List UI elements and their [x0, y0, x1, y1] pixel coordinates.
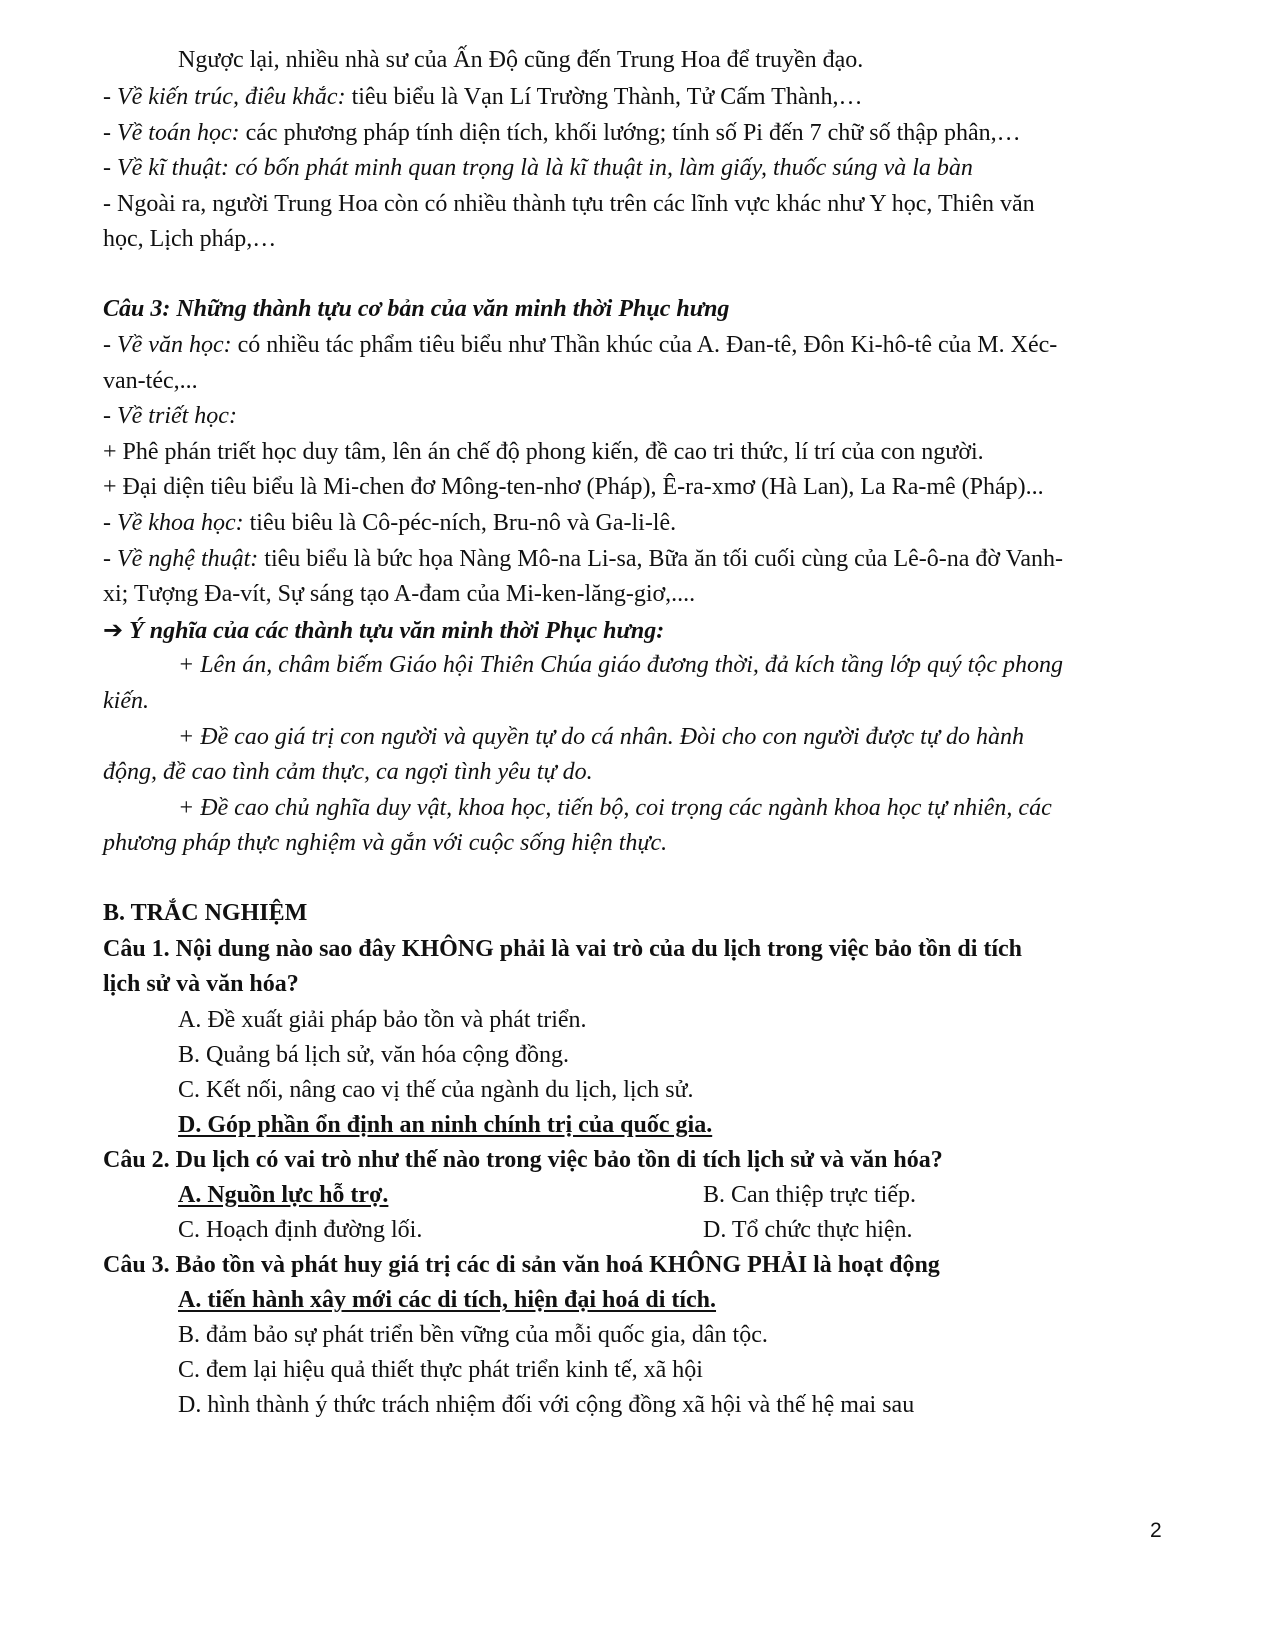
- science-label: - Về khoa học:: [103, 510, 244, 536]
- quiz-heading: B. TRẮC NGHIỆM: [103, 900, 308, 926]
- q3-literature-line-1: [103, 330, 1057, 360]
- science-text: tiêu biêu là Cô-péc-ních, Bru-nô và Ga-li-lê.: [243, 510, 677, 536]
- math-text: các phương pháp tính diện tích, khối lướng; tính số Pi đến 7 chữ số thập phân,…: [239, 120, 1021, 146]
- china-architecture-line: [103, 82, 862, 112]
- quiz-q1-option-b: B. Quảng bá lịch sử, văn hóa cộng đồng.: [178, 1042, 569, 1068]
- quiz-q1-option-d-answer: D. Góp phần ổn định an ninh chính trị của quốc gia.: [178, 1112, 713, 1138]
- architecture-text: tiêu biểu là Vạn Lí Trường Thành, Tử Cấm Thành,…: [345, 84, 863, 110]
- q3-philosophy-line-2: + Đại diện tiêu biểu là Mi-chen đơ Mông-ten-nhơ (Pháp), Ê-ra-xmơ (Hà Lan), La Ra-mê (Pháp)...: [103, 474, 1044, 500]
- page-number: 2: [1150, 1519, 1162, 1542]
- china-other-line-1: - Ngoài ra, người Trung Hoa còn có nhiều thành tựu trên các lĩnh vực khác như Y học, Thiên văn: [103, 191, 1035, 217]
- quiz-q2-option-a-answer: A. Nguồn lực hỗ trợ.: [178, 1182, 389, 1208]
- art-label: - Về nghệ thuật:: [103, 546, 259, 572]
- q3-meaning-1-line-1: + Lên án, châm biếm Giáo hội Thiên Chúa giáo đương thời, đả kích tầng lớp quý tộc phong: [178, 652, 1063, 678]
- architecture-label: - Về kiến trúc, điêu khắc:: [103, 84, 346, 110]
- quiz-q2-option-c: C. Hoạch định đường lối.: [178, 1217, 423, 1243]
- china-technology-line: - Về kĩ thuật: có bốn phát minh quan trọng là là kĩ thuật in, làm giấy, thuốc súng và la bàn: [103, 155, 973, 181]
- quiz-q3-option-b: B. đảm bảo sự phát triển bền vững của mỗi quốc gia, dân tộc.: [178, 1322, 768, 1348]
- quiz-q1-line-1: Câu 1. Nội dung nào sao đây KHÔNG phải là vai trò của du lịch trong việc bảo tồn di tích: [103, 936, 1023, 962]
- quiz-q3-option-d: D. hình thành ý thức trách nhiệm đối với cộng đồng xã hội và thế hệ mai sau: [178, 1392, 915, 1418]
- q3-literature-line-2: van-téc,...: [103, 368, 198, 394]
- quiz-q3-line: Câu 3. Bảo tồn và phát huy giá trị các di sản văn hoá KHÔNG PHẢI là hoạt động: [103, 1252, 940, 1278]
- q3-meaning-title-line: [103, 615, 664, 646]
- quiz-q1-line-2: lịch sử và văn hóa?: [103, 971, 299, 997]
- quiz-q2-option-b: B. Can thiệp trực tiếp.: [703, 1182, 916, 1208]
- quiz-q2-line: Câu 2. Du lịch có vai trò như thế nào trong việc bảo tồn di tích lịch sử và văn hóa?: [103, 1147, 943, 1173]
- q3-title: Câu 3: Những thành tựu cơ bản của văn minh thời Phục hưng: [103, 296, 730, 322]
- arrow-right-icon: ➔: [103, 616, 124, 644]
- literature-text: có nhiều tác phẩm tiêu biểu như Thần khúc của A. Đan-tê, Đôn Ki-hô-tê của M. Xéc-: [231, 332, 1058, 358]
- q3-meaning-3-line-1: + Đề cao chủ nghĩa duy vật, khoa học, tiến bộ, coi trọng các ngành khoa học tự nhiên, các: [178, 795, 1052, 821]
- china-math-line: [103, 118, 1021, 148]
- math-label: - Về toán học:: [103, 120, 240, 146]
- art-text: tiêu biểu là bức họa Nàng Mô-na Li-sa, Bữa ăn tối cuối cùng của Lê-ô-na đờ Vanh-: [258, 546, 1063, 572]
- q3-philosophy-label: - Về triết học:: [103, 403, 237, 429]
- q3-philosophy-line-1: + Phê phán triết học duy tâm, lên án chế độ phong kiến, đề cao tri thức, lí trí của con người.: [103, 439, 984, 465]
- literature-label: - Về văn học:: [103, 332, 232, 358]
- quiz-q1-option-a: A. Đề xuất giải pháp bảo tồn và phát triển.: [178, 1007, 587, 1033]
- quiz-q1-option-c: C. Kết nối, nâng cao vị thế của ngành du lịch, lịch sử.: [178, 1077, 694, 1103]
- q3-meaning-title: Ý nghĩa của các thành tựu văn minh thời Phục hưng:: [123, 618, 665, 644]
- china-monk-line: Ngược lại, nhiều nhà sư của Ấn Độ cũng đến Trung Hoa để truyền đạo.: [178, 47, 864, 73]
- q3-meaning-2-line-1: + Đề cao giá trị con người và quyền tự do cá nhân. Đòi cho con người được tự do hành: [178, 724, 1024, 750]
- q3-meaning-2-line-2: động, đề cao tình cảm thực, ca ngợi tình yêu tự do.: [103, 759, 593, 785]
- q3-art-line-2: xi; Tượng Đa-vít, Sự sáng tạo A-đam của Mi-ken-lăng-giơ,....: [103, 581, 696, 607]
- quiz-q3-option-c: C. đem lại hiệu quả thiết thực phát triển kinh tế, xã hội: [178, 1357, 703, 1383]
- q3-art-line-1: [103, 544, 1063, 574]
- q3-meaning-1-line-2: kiến.: [103, 688, 149, 714]
- china-other-line-2: học, Lịch pháp,…: [103, 226, 277, 252]
- quiz-q2-option-d: D. Tổ chức thực hiện.: [703, 1217, 913, 1243]
- q3-meaning-3-line-2: phương pháp thực nghiệm và gắn với cuộc sống hiện thực.: [103, 830, 668, 856]
- q3-science-line: [103, 508, 676, 538]
- quiz-q3-option-a-answer: A. tiến hành xây mới các di tích, hiện đại hoá di tích.: [178, 1287, 717, 1313]
